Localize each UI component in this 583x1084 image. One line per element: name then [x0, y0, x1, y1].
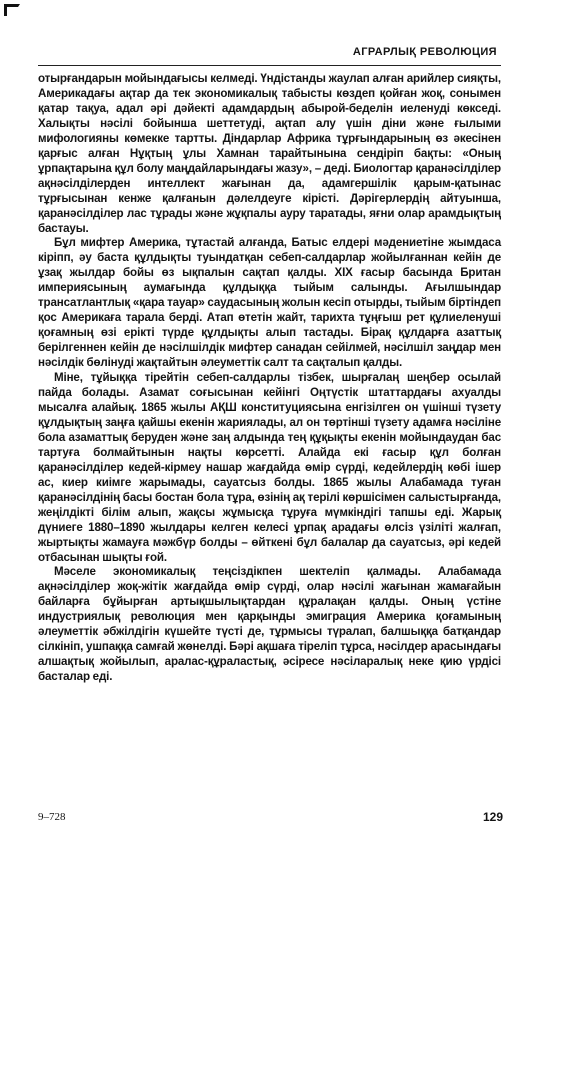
page-body [38, 72, 501, 685]
corner-mark-icon [3, 3, 21, 17]
paragraph: Міне, тұйыққа тірейтін себеп-салдарлы тізбек, шырғалаң шеңбер осылай пайда болады. Азамат соғысынан кейінгі Оңтүстік штаттардағы ахуалды мысалға алайық. 1865 жылы АҚШ конституциясына енгізілген он үшінші түзету құлдықтың заңға қайшы екенін жариялады, ал он төртінші түзету адамға нәсіліне бола азаматтық беруден және заң алдында тең құқықты екенін мойындаудан бас тартуға болмайтынын нақты көрсетті. Алайда екі ғасыр құл болған қаранәсілділер кедей-кірмеу нашар жағдайда өмір сүрді, кедейлердің көбі ішер ас, киер киімге жарымады, сауатсыз болды. 1865 жылы Алабамада туған қаранәсілдінің басы бостан бола тұра, өзінің ақ терілі көршісімен салыстырғанда, жеңілдікті білім алып, жақсы жұмысқа тұруға мүмкіндігі тапшы еді. Жарық дүниеге 1880–1890 жылдары келген келесі ұрпақ арадағы өлсіз үзіліті жалғап, жыртықты жамауға мәжбүр болды – өйткені бұл балалар да сауатсыз, әрі кедей отбасынан шықты ғой. [38, 371, 501, 564]
paragraph: отырғандарын мойындағысы келмеді. Үндістанды жаулап алған арийлер сияқты, Америкадағы ақтар да тек экономикалық табысты көздеп қойған жоқ, сонымен қатар тақуа, адал әрі дәйекті адамдардың абырой-беделін иеленуді көкседі. Халықты нәсілі бойынша шеттетуді, ақтап алу үшін діни және ғылыми мифологияны көмекке тартты. Діндарлар Африка тұрғындарының өз әкесінен қарғыс алған Нұқтың ұлы Хамнан тарайтынына сендіріп бақты: «Оның ұрпақтарына құл болу маңдайларындағы жазу», – деді. Биологтар қаранәсілділер ақнәсілділерден интеллект жағынан да, адамгершілік қарым-қатынас тұрғысынан кенже қалғанын дәлелдеуге кірісті. Дәрігерлердің айтуынша, қаранәсілділер лас тұрады және жұқпалы ауру таратады, яғни олар арамдықтың бастауы. [38, 72, 501, 235]
running-header: АГРАРЛЫҚ РЕВОЛЮЦИЯ [352, 46, 497, 58]
page-number: 129 [482, 810, 503, 824]
header-rule [38, 65, 501, 66]
paragraph: Мәселе экономикалық теңсіздікпен шектеліп қалмады. Алабамада ақнәсілділер жоқ-жітік жағдайда өмір сүрді, олар нәсілі жағынан жамағайын байларға бұйырған артықшылықтардан құралақан қалды. Оның үстіне индустриялық революция мен қарқынды эмиграция Америка қоғамының әлеуметтік әбжілдігін күшейте түсті де, тұрмысы түралап, балшыққа батқандар сілкініп, ушпаққа самғай жөнелді. Бәрі ақшаға тіреліп тұрса, нәсілдер арасындағы алшақтық жойылып, аралас-құраластық, әсіресе нәсіларалық неке қию үрдісі басталар еді. [38, 565, 501, 684]
paragraph: Бұл мифтер Америка, тұтастай алғанда, Батыс елдері мәдениетіне жымдаса кіріпп, әу баста құлдықты туындатқан себеп-салдарлар жойылғаннан кейін де ұзақ жылдар бойы өз ықпалын сақтап қалды. XIX ғасыр басында Британ империясының аумағында құлдыққа тыйым салынды. Ағылшындар трансатлантлық «қара тауар» саудасының жолын кесіп отырды, тыйым біртіндеп қос Америкаға тарала берді. Атап өтетін жайт, тарихта тұңғыш рет құлиеленуші қоғамның өзі ерікті түрде құлдықты алып тастады. Бірақ құлдарға азаттық берілгеннен кейін де нәсілшілдік мифтер санадан сейілмей, нәсілшіл заңдар мен нәсілдік бөлінуді жақтайтын әлеуметтік салт та сақталып қалды. [38, 236, 501, 370]
footer-signature: 9–728 [38, 811, 66, 823]
